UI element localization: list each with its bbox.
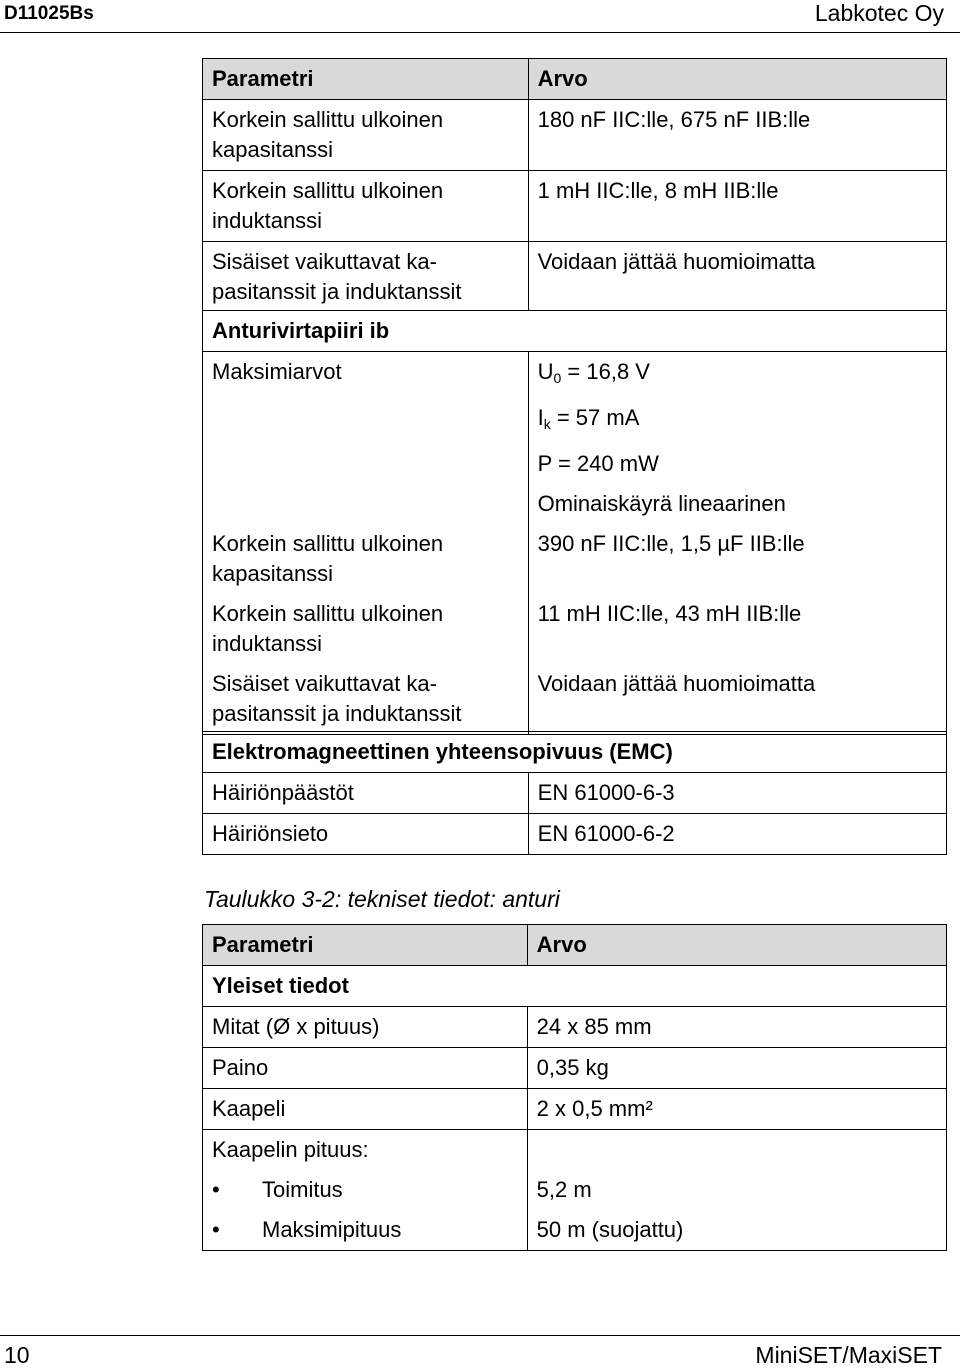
curve-value: Ominaiskäyrä lineaarinen xyxy=(537,491,786,516)
value-cell: 2 x 0,5 mm² xyxy=(527,1089,946,1130)
value-cell: Voidaan jättää huomioimatta xyxy=(528,664,946,735)
ik-value: $I_k = 57$ mA xyxy=(537,405,640,432)
param-cell: Korkein sallittu ulkoinen induktanssi xyxy=(203,594,529,664)
table-row xyxy=(203,664,947,735)
power-value: P = 240 mW xyxy=(537,451,659,476)
param-cell: Korkein sallittu ulkoinen induktanssi xyxy=(203,171,529,242)
emc-table xyxy=(202,731,947,855)
param-cell: Häiriönpäästöt xyxy=(203,773,529,814)
table-row xyxy=(203,352,947,525)
table-row xyxy=(203,1007,947,1048)
section-title: Anturivirtapiiri ib xyxy=(203,311,947,352)
emc-title: Elektromagneettinen yhteensopivuus (EMC) xyxy=(203,732,947,773)
u0-value: $U_0 = 16,8$ V xyxy=(537,359,650,386)
table-row xyxy=(203,242,947,311)
col-header-value: Arvo xyxy=(527,925,946,966)
param-text: Sisäiset vaikuttavat ka-pasitanssit ja induktanssit xyxy=(212,249,462,304)
value-cell: 24 x 85 mm xyxy=(527,1007,946,1048)
value-cell: EN 61000-6-3 xyxy=(528,773,946,814)
table-row xyxy=(203,773,947,814)
value-cell: 390 nF IIC:lle, 1,5 µF IIB:lle xyxy=(528,524,946,594)
param-cell: Kaapeli xyxy=(203,1089,528,1130)
header-rule xyxy=(0,32,960,33)
document-code: D11025Bs xyxy=(4,3,94,24)
table-row xyxy=(203,171,947,242)
max-length-value: 50 m (suojattu) xyxy=(536,1217,684,1242)
section-row xyxy=(203,732,947,773)
circuit-spec-table xyxy=(202,58,947,735)
delivery-length-value: 5,2 m xyxy=(536,1177,592,1202)
col-header-parameter: Parametri xyxy=(203,925,528,966)
sensor-spec-table xyxy=(202,924,947,1251)
table-caption: Taulukko 3-2: tekniset tiedot: anturi xyxy=(204,886,560,912)
param-cell: Paino xyxy=(203,1048,528,1089)
table-row xyxy=(203,814,947,855)
param-cell: Korkein sallittu ulkoinen kapasitanssi xyxy=(203,100,529,171)
bullet-icon: • xyxy=(212,1217,220,1242)
table-row xyxy=(203,1130,947,1251)
footer-rule xyxy=(0,1335,960,1336)
cable-length-label: Kaapelin pituus: xyxy=(212,1137,369,1162)
value-cell: 11 mH IIC:lle, 43 mH IIB:lle xyxy=(528,594,946,664)
bullet-icon: • xyxy=(212,1177,220,1202)
table-row xyxy=(203,1048,947,1089)
param-cell xyxy=(203,1130,528,1251)
table-header-row xyxy=(203,925,947,966)
col-header-value: Arvo xyxy=(528,59,946,100)
table-row xyxy=(203,100,947,171)
value-cell: 1 mH IIC:lle, 8 mH IIB:lle xyxy=(528,171,946,242)
section-row xyxy=(203,311,947,352)
param-cell: Mitat (Ø x pituus) xyxy=(203,1007,528,1048)
section-title: Yleiset tiedot xyxy=(203,966,947,1007)
table-row xyxy=(203,524,947,594)
value-cell: 180 nF IIC:lle, 675 nF IIB:lle xyxy=(528,100,946,171)
value-cell xyxy=(527,1130,946,1251)
section-row xyxy=(203,966,947,1007)
param-cell: Korkein sallittu ulkoinen kapasitanssi xyxy=(203,524,529,594)
table-row xyxy=(203,1089,947,1130)
param-cell: Maksimiarvot xyxy=(203,352,529,525)
table-header-row xyxy=(203,59,947,100)
table-row xyxy=(203,594,947,664)
value-cell: EN 61000-6-2 xyxy=(528,814,946,855)
col-header-parameter: Parametri xyxy=(203,59,529,100)
param-cell: Häiriönsieto xyxy=(203,814,529,855)
value-cell xyxy=(528,352,946,525)
product-name: MiniSET/MaxiSET xyxy=(755,1342,942,1368)
param-cell xyxy=(203,242,529,311)
param-cell: Sisäiset vaikuttavat ka-pasitanssit ja induktanssit xyxy=(203,664,529,735)
value-cell: 0,35 kg xyxy=(527,1048,946,1089)
list-item: • Maksimipituus xyxy=(212,1210,518,1250)
page-number: 10 xyxy=(4,1342,30,1368)
company-name: Labkotec Oy xyxy=(814,0,944,26)
value-cell: Voidaan jättää huomioimatta xyxy=(528,242,946,311)
list-item: • Toimitus xyxy=(212,1170,518,1210)
